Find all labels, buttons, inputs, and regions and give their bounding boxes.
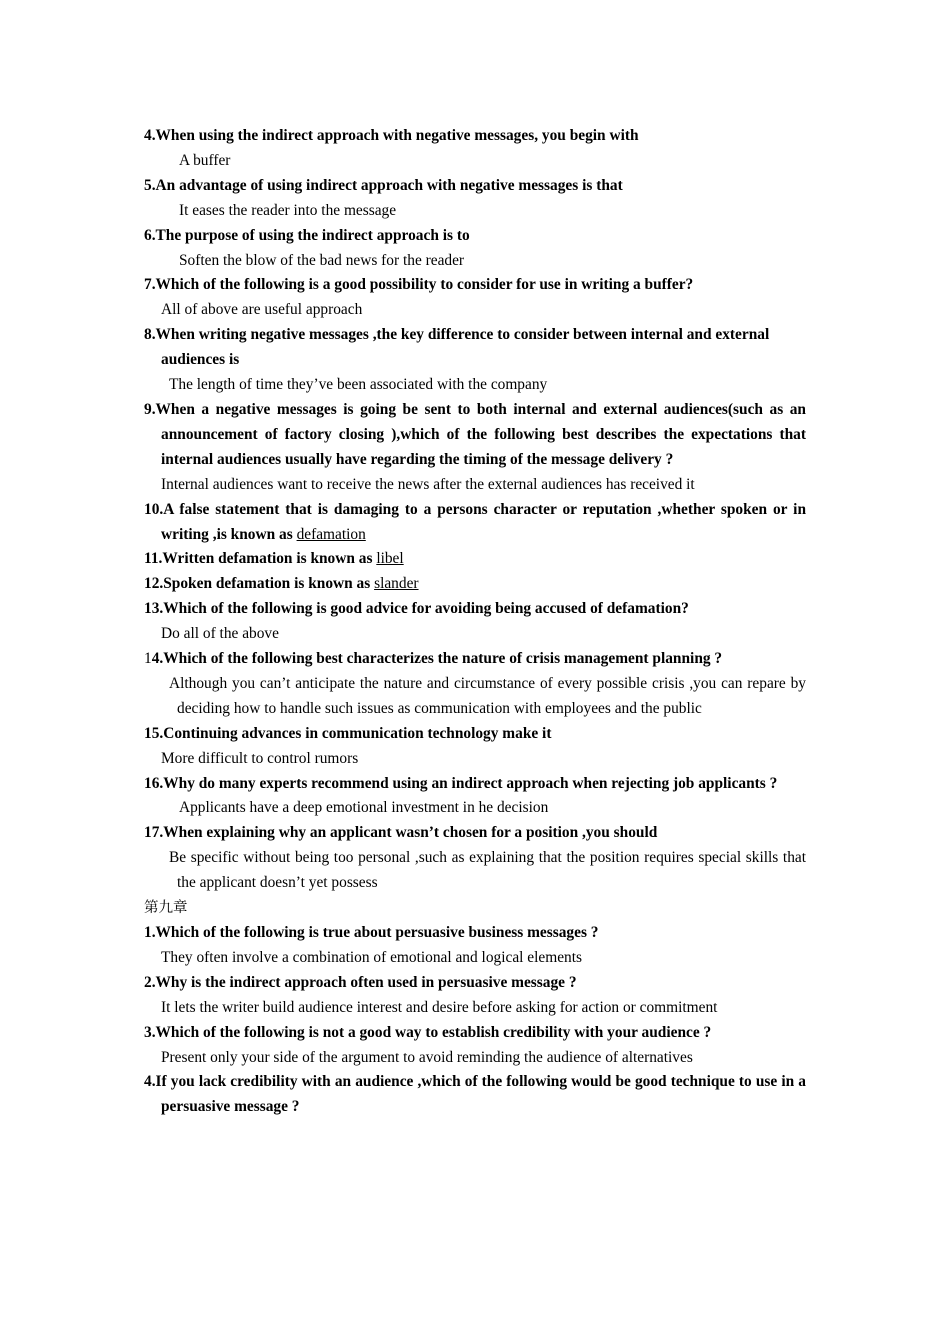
question-15: 15.Continuing advances in communication technology make it <box>144 724 552 742</box>
question-14-prefix: 1 <box>144 650 152 668</box>
answer-16: Applicants have a deep emotional investment in he decision <box>179 799 549 817</box>
question-5: 5.An advantage of using indirect approach with negative messages is that <box>144 176 623 194</box>
question-8: 8.When writing negative messages ,the key difference to consider between internal and external <box>144 326 770 344</box>
chapter9-question-3: 3.Which of the following is not a good way to establish credibility with your audience ? <box>144 1023 712 1041</box>
answer-13: Do all of the above <box>161 625 279 643</box>
question-17: 17.When explaining why an applicant wasn’t chosen for a position ,you should <box>144 824 658 842</box>
answer-14: Although you can’t anticipate the nature and circumstance of every possible crisis ,you can repare by deciding how to handle such issues as communication with employees and the public <box>169 674 806 717</box>
question-12-text: 12.Spoken defamation is known as <box>144 575 375 593</box>
question-8-continued: audiences is <box>161 351 240 369</box>
question-6: 6.The purpose of using the indirect approach is to <box>144 226 470 244</box>
answer-11: libel <box>376 550 404 568</box>
chapter9-question-1: 1.Which of the following is true about persuasive business messages ? <box>144 924 599 941</box>
answer-6: Soften the blow of the bad news for the reader <box>179 251 465 269</box>
chapter9-answer-2: It lets the writer build audience interest and desire before asking for action or commitment <box>161 998 718 1016</box>
answer-4: A buffer <box>179 151 231 169</box>
question-4: 4.When using the indirect approach with negative messages, you begin with <box>144 127 639 144</box>
question-11 <box>144 547 806 572</box>
question-14-text: 4.Which of the following best characterizes the nature of crisis management planning ? <box>151 650 723 668</box>
document-body <box>144 124 806 1120</box>
question-13: 13.Which of the following is good advice for avoiding being accused of defamation? <box>144 600 689 618</box>
chapter9-question-4: 4.If you lack credibility with an audience ,which of the following would be good technique to use in a persuasive message ? <box>144 1073 806 1116</box>
answer-12: slander <box>374 575 419 593</box>
answer-9: Internal audiences want to receive the news after the external audiences has received it <box>161 475 695 493</box>
answer-15: More difficult to control rumors <box>161 749 359 767</box>
question-16: 16.Why do many experts recommend using an indirect approach when rejecting job applicants ? <box>144 774 778 792</box>
question-11-text: 11.Written defamation is known as <box>144 550 377 568</box>
chapter9-question-2: 2.Why is the indirect approach often used in persuasive message ? <box>144 973 577 991</box>
chapter9-answer-1: They often involve a combination of emotional and logical elements <box>161 948 582 966</box>
answer-10: defamation <box>296 525 366 543</box>
answer-7: All of above are useful approach <box>161 301 363 319</box>
question-10-text: 10.A false statement that is damaging to a persons character or reputation ,whether spoken or in writing ,is known as <box>144 500 806 543</box>
question-10 <box>144 498 806 548</box>
chapter9-answer-3: Present only your side of the argument to avoid reminding the audience of alternatives <box>161 1048 693 1066</box>
question-14 <box>144 647 806 672</box>
answer-5: It eases the reader into the message <box>179 201 397 219</box>
chapter-heading: 第九章 <box>144 900 188 917</box>
answer-17: Be specific without being too personal ,such as explaining that the position requires special skills that the applicant doesn’t yet possess <box>169 849 806 892</box>
answer-8: The length of time they’ve been associated with the company <box>169 376 548 394</box>
question-9: 9.When a negative messages is going be sent to both internal and external audiences(such as an announcement of factory closing ),which of the following best describes the expectations that internal audiences usually have regarding the timing of the message delivery ? <box>144 400 806 468</box>
question-7: 7.Which of the following is a good possibility to consider for use in writing a buffer? <box>144 276 694 294</box>
question-12 <box>144 572 806 597</box>
